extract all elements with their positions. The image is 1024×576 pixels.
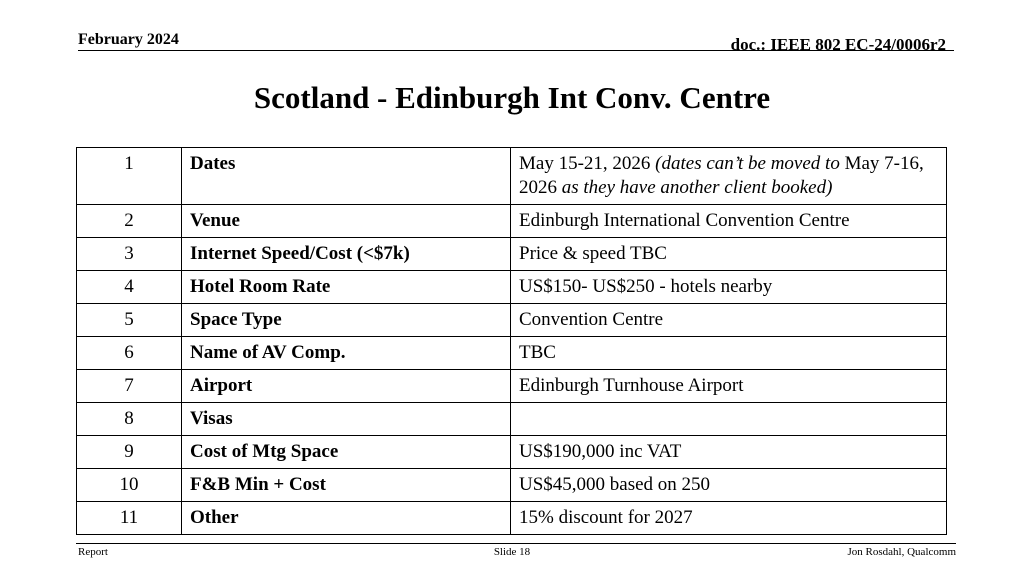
row-field: Airport [182,370,511,403]
row-number: 6 [77,337,182,370]
row-field: Other [182,502,511,535]
dates-value-part: May 15-21, 2026 [519,153,656,174]
dates-reason-part: as they have another client booked) [561,177,833,198]
row-number: 7 [77,370,182,403]
row-number: 8 [77,403,182,436]
row-field: F&B Min + Cost [182,469,511,502]
table-row [77,403,947,436]
row-value: Convention Centre [511,304,947,337]
row-number: 10 [77,469,182,502]
row-value: Price & speed TBC [511,238,947,271]
row-number: 11 [77,502,182,535]
table-row [77,502,947,535]
row-value [511,148,947,205]
table-row [77,271,947,304]
footer-divider [76,543,956,544]
table-row [77,304,947,337]
row-number: 3 [77,238,182,271]
slide-title: Scotland - Edinburgh Int Conv. Centre [253,80,771,115]
row-field: Hotel Room Rate [182,271,511,304]
row-field: Cost of Mtg Space [182,436,511,469]
dates-alt-part: May 7-16, 2026 [519,153,924,198]
row-field: Venue [182,205,511,238]
header-doc-id: doc.: IEEE 802 EC-24/0006r2 [730,35,946,54]
row-value: TBC [511,337,947,370]
row-value: Edinburgh Turnhouse Airport [511,370,947,403]
row-number: 1 [77,148,182,205]
row-field: Dates [182,148,511,205]
table-row [77,148,947,205]
header-date: February 2024 [78,31,179,48]
row-value: US$45,000 based on 250 [511,469,947,502]
footer-left: Report [78,546,108,558]
venue-info-table [76,147,947,535]
row-field: Visas [182,403,511,436]
row-field: Name of AV Comp. [182,337,511,370]
table-row [77,238,947,271]
footer-slide-number: Slide 18 [493,546,531,558]
footer-author: Jon Rosdahl, Qualcomm [847,546,956,558]
row-field: Space Type [182,304,511,337]
row-number: 5 [77,304,182,337]
row-value: US$150- US$250 - hotels nearby [511,271,947,304]
row-value: Edinburgh International Convention Centre [511,205,947,238]
row-number: 9 [77,436,182,469]
header-divider [78,50,954,51]
table-row [77,337,947,370]
row-number: 4 [77,271,182,304]
dates-note-part: (dates can’t be moved to [655,153,845,174]
row-number: 2 [77,205,182,238]
table-row [77,436,947,469]
table-row [77,205,947,238]
row-value: US$190,000 inc VAT [511,436,947,469]
row-value: 15% discount for 2027 [511,502,947,535]
table-row [77,469,947,502]
table-row [77,370,947,403]
row-value [511,403,947,436]
row-field: Internet Speed/Cost (<$7k) [182,238,511,271]
